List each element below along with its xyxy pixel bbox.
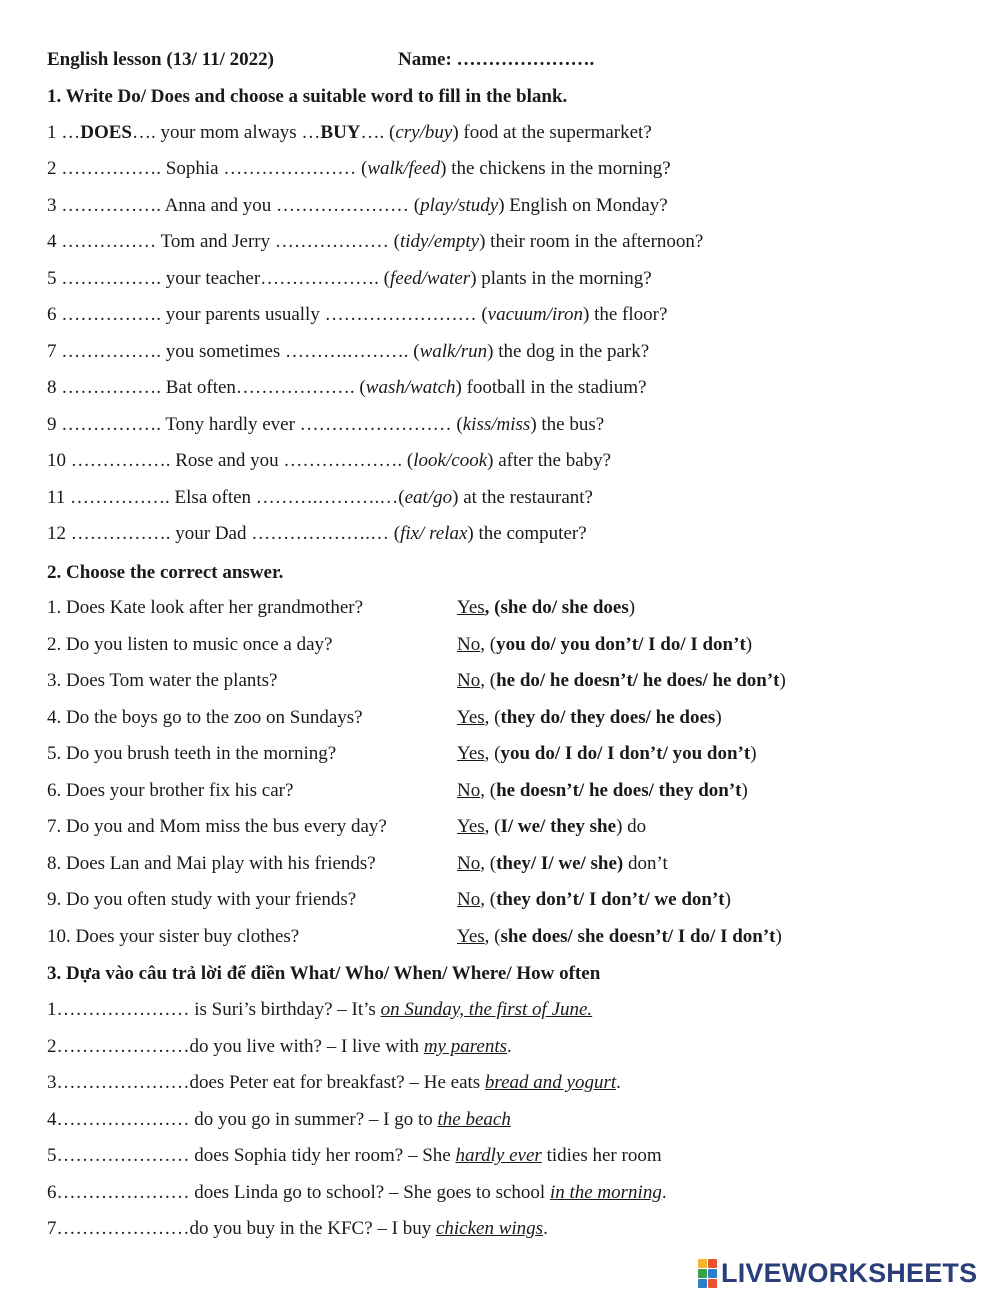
- sentence-text: 3 ……………. Anna and you ………………… (: [47, 195, 421, 216]
- sentence-text: ) plants in the morning?: [470, 268, 652, 289]
- answer-choice-line: [457, 925, 782, 949]
- punctuation: , (: [480, 670, 497, 691]
- yes-no-word: Yes: [457, 597, 485, 618]
- answer-options: they/ I/ we/ she): [496, 853, 624, 874]
- fill-blank-line: [47, 376, 647, 400]
- word-options: kiss/miss: [462, 414, 531, 435]
- punctuation: , (: [480, 853, 497, 874]
- underlined-answer: on Sunday, the first of June.: [380, 999, 593, 1020]
- yes-no-word: Yes: [457, 926, 485, 947]
- word-options: fix/ relax: [400, 523, 468, 544]
- word-options: tidy/empty: [399, 231, 480, 252]
- answer-choice-line: [457, 633, 752, 657]
- sentence-text: …. (: [360, 122, 396, 143]
- sentence-text: 9 ……………. Tony hardly ever …………………… (: [47, 414, 463, 435]
- sentence-text: 5 ……………. your teacher………………. (: [47, 268, 390, 289]
- sentence-text: ) food at the supermarket?: [452, 122, 652, 143]
- sentence-text: 2 ……………. Sophia ………………… (: [47, 158, 368, 179]
- sentence-text: ) after the baby?: [487, 450, 612, 471]
- wh-question-line: [47, 1217, 548, 1241]
- yes-no-word: No: [457, 780, 481, 801]
- name-label: Name: ………………….: [398, 49, 595, 70]
- fill-blank-line: [47, 522, 587, 546]
- fill-blank-line: [47, 267, 652, 291]
- question-text: 7. Do you and Mom miss the bus every day?: [47, 816, 387, 837]
- yes-no-word: No: [457, 889, 481, 910]
- yes-no-word: Yes: [457, 816, 485, 837]
- punctuation: , (: [480, 889, 497, 910]
- answer-options: they do/ they does/ he does: [500, 707, 716, 728]
- sentence-text: 11 ……………. Elsa often ……….……….…(: [47, 487, 405, 508]
- underlined-answer: bread and yogurt: [484, 1072, 617, 1093]
- answer-choice-line: [457, 669, 786, 693]
- question-text: 2. Do you listen to music once a day?: [47, 634, 333, 655]
- fill-blank-line: [47, 449, 611, 473]
- answer-choice-line: [457, 852, 668, 876]
- punctuation: , (: [484, 743, 501, 764]
- punctuation: , (: [484, 597, 501, 618]
- item-number: 1 …: [47, 122, 81, 143]
- punctuation: , (: [480, 780, 497, 801]
- punctuation: , (: [484, 926, 501, 947]
- yes-no-word: Yes: [457, 743, 485, 764]
- lesson-title: English lesson (13/ 11/ 2022): [47, 49, 274, 70]
- sentence-text: ) English on Monday?: [498, 195, 668, 216]
- word-options: walk/run: [419, 341, 488, 362]
- punctuation: .: [543, 1218, 548, 1239]
- question-text: 7…………………do you buy in the KFC? – I buy: [47, 1218, 436, 1239]
- word-options: vacuum/iron: [487, 304, 583, 325]
- question-text: 1………………… is Suri’s birthday? – It’s: [47, 999, 381, 1020]
- underlined-answer: chicken wings: [435, 1218, 544, 1239]
- sentence-text: ) the bus?: [530, 414, 605, 435]
- underlined-answer: hardly ever: [455, 1145, 542, 1166]
- answer-options: you do/ you don’t/ I do/ I don’t: [496, 634, 746, 655]
- punctuation: tidies her room: [541, 1145, 662, 1166]
- wh-question-line: [47, 1144, 662, 1168]
- question-text: 4. Do the boys go to the zoo on Sundays?: [47, 707, 363, 728]
- punctuation: ): [724, 889, 731, 910]
- logo-text: LIVEWORKSHEETS: [721, 1257, 978, 1288]
- punctuation: , (: [480, 634, 497, 655]
- yes-no-word: No: [457, 853, 481, 874]
- yes-no-word: Yes: [457, 707, 485, 728]
- punctuation: ): [745, 634, 753, 655]
- question-text: 1. Does Kate look after her grandmother?: [47, 597, 364, 618]
- sentence-text: 4 …………… Tom and Jerry ……………… (: [47, 231, 400, 252]
- sentence-text: 10 ……………. Rose and you ………………. (: [47, 450, 414, 471]
- punctuation: ): [775, 926, 782, 947]
- fill-blank-line: [47, 340, 649, 364]
- section3-heading: 3. Dựa vào câu trả lời để điền What/ Who/ When/ Where/ How often: [47, 963, 601, 984]
- answer-options: they don’t/ I don’t/ we don’t: [496, 889, 725, 910]
- logo-blocks-icon: [698, 1259, 717, 1288]
- sentence-text: ) the floor?: [583, 304, 668, 325]
- sentence-text: …. your mom always …: [132, 122, 321, 143]
- word-options: feed/water: [390, 268, 471, 289]
- fill-blank-line: [47, 230, 703, 254]
- sentence-text: ) the computer?: [467, 523, 587, 544]
- liveworksheets-logo: [698, 1258, 977, 1288]
- yes-no-word: No: [457, 670, 481, 691]
- wh-question-line: [47, 1071, 621, 1095]
- answer-options: he do/ he doesn’t/ he does/ he don’t: [496, 670, 780, 691]
- wh-question-line: [47, 1035, 512, 1059]
- answer-choice-line: [457, 742, 757, 766]
- word-options: play/study: [420, 195, 499, 216]
- punctuation: .: [661, 1182, 667, 1203]
- question-text: 3…………………does Peter eat for breakfast? – He eats: [47, 1072, 485, 1093]
- sentence-text: 6 ……………. your parents usually …………………… (: [47, 304, 488, 325]
- word-options: walk/feed: [367, 158, 441, 179]
- question-text: 5. Do you brush teeth in the morning?: [47, 743, 337, 764]
- answer-choice-line: [457, 815, 646, 839]
- answer-choice-line: [457, 779, 748, 803]
- sentence-text: 12 ……………. your Dad ……………….… (: [47, 523, 401, 544]
- wh-question-line: [47, 998, 592, 1022]
- punctuation: .: [507, 1036, 512, 1057]
- sentence-text: ) the dog in the park?: [487, 341, 650, 362]
- punctuation: .: [616, 1072, 621, 1093]
- answer-options: he doesn’t/ he does/ they don’t: [496, 780, 742, 801]
- punctuation: , (: [484, 707, 501, 728]
- sentence-text: ) football in the stadium?: [455, 377, 647, 398]
- word-options: wash/watch: [365, 377, 456, 398]
- fill-blank-line: [47, 303, 667, 327]
- answer-options: she does/ she doesn’t/ I do/ I don’t: [500, 926, 776, 947]
- question-text: 9. Do you often study with your friends?: [47, 889, 357, 910]
- question-text: 10. Does your sister buy clothes?: [47, 926, 300, 947]
- question-text: 6. Does your brother fix his car?: [47, 780, 294, 801]
- question-text: 6………………… does Linda go to school? – She goes to school: [47, 1182, 550, 1203]
- question-text: 4………………… do you go in summer? – I go to: [47, 1109, 438, 1130]
- underlined-answer: in the morning: [549, 1182, 662, 1203]
- answer-choice-line: [457, 888, 731, 912]
- wh-question-line: [47, 1181, 667, 1205]
- answer-example: DOES: [80, 122, 132, 143]
- underlined-answer: the beach: [437, 1109, 511, 1130]
- fill-blank-line: [47, 413, 604, 437]
- yes-no-word: No: [457, 634, 481, 655]
- answer-options: you do/ I do/ I don’t/ you don’t: [500, 743, 751, 764]
- punctuation: ): [750, 743, 757, 764]
- sentence-text: ) their room in the afternoon?: [479, 231, 704, 252]
- punctuation: ): [741, 780, 748, 801]
- punctuation: ): [628, 597, 636, 618]
- answer-options: I/ we/ they she: [500, 816, 617, 837]
- sentence-text: ) at the restaurant?: [452, 487, 593, 508]
- word-options: eat/go: [404, 487, 453, 508]
- punctuation: , (: [484, 816, 501, 837]
- question-text: 5………………… does Sophia tidy her room? – She: [47, 1145, 456, 1166]
- punctuation: don’t: [623, 853, 668, 874]
- answer-example: BUY: [320, 122, 361, 143]
- wh-question-line: [47, 1108, 511, 1132]
- word-options: cry/buy: [395, 122, 453, 143]
- punctuation: ): [715, 707, 722, 728]
- punctuation: ) do: [616, 816, 647, 837]
- answer-options: she do/ she does: [500, 597, 629, 618]
- sentence-text: ) the chickens in the morning?: [440, 158, 671, 179]
- word-options: look/cook: [413, 450, 488, 471]
- underlined-answer: my parents: [423, 1036, 508, 1057]
- question-text: 2…………………do you live with? – I live with: [47, 1036, 424, 1057]
- answer-choice-line: [457, 706, 722, 730]
- sentence-text: 7 ……………. you sometimes ……….………. (: [47, 341, 420, 362]
- fill-blank-line: [47, 194, 668, 218]
- fill-blank-line: [47, 121, 652, 145]
- fill-blank-line: [47, 486, 593, 510]
- punctuation: ): [779, 670, 786, 691]
- answer-choice-line: [457, 596, 635, 620]
- question-text: 3. Does Tom water the plants?: [47, 670, 278, 691]
- sentence-text: 8 ……………. Bat often………………. (: [47, 377, 366, 398]
- section2-heading: 2. Choose the correct answer.: [47, 562, 284, 583]
- fill-blank-line: [47, 157, 671, 181]
- section1-heading: 1. Write Do/ Does and choose a suitable word to fill in the blank.: [47, 86, 568, 107]
- question-text: 8. Does Lan and Mai play with his friends?: [47, 853, 376, 874]
